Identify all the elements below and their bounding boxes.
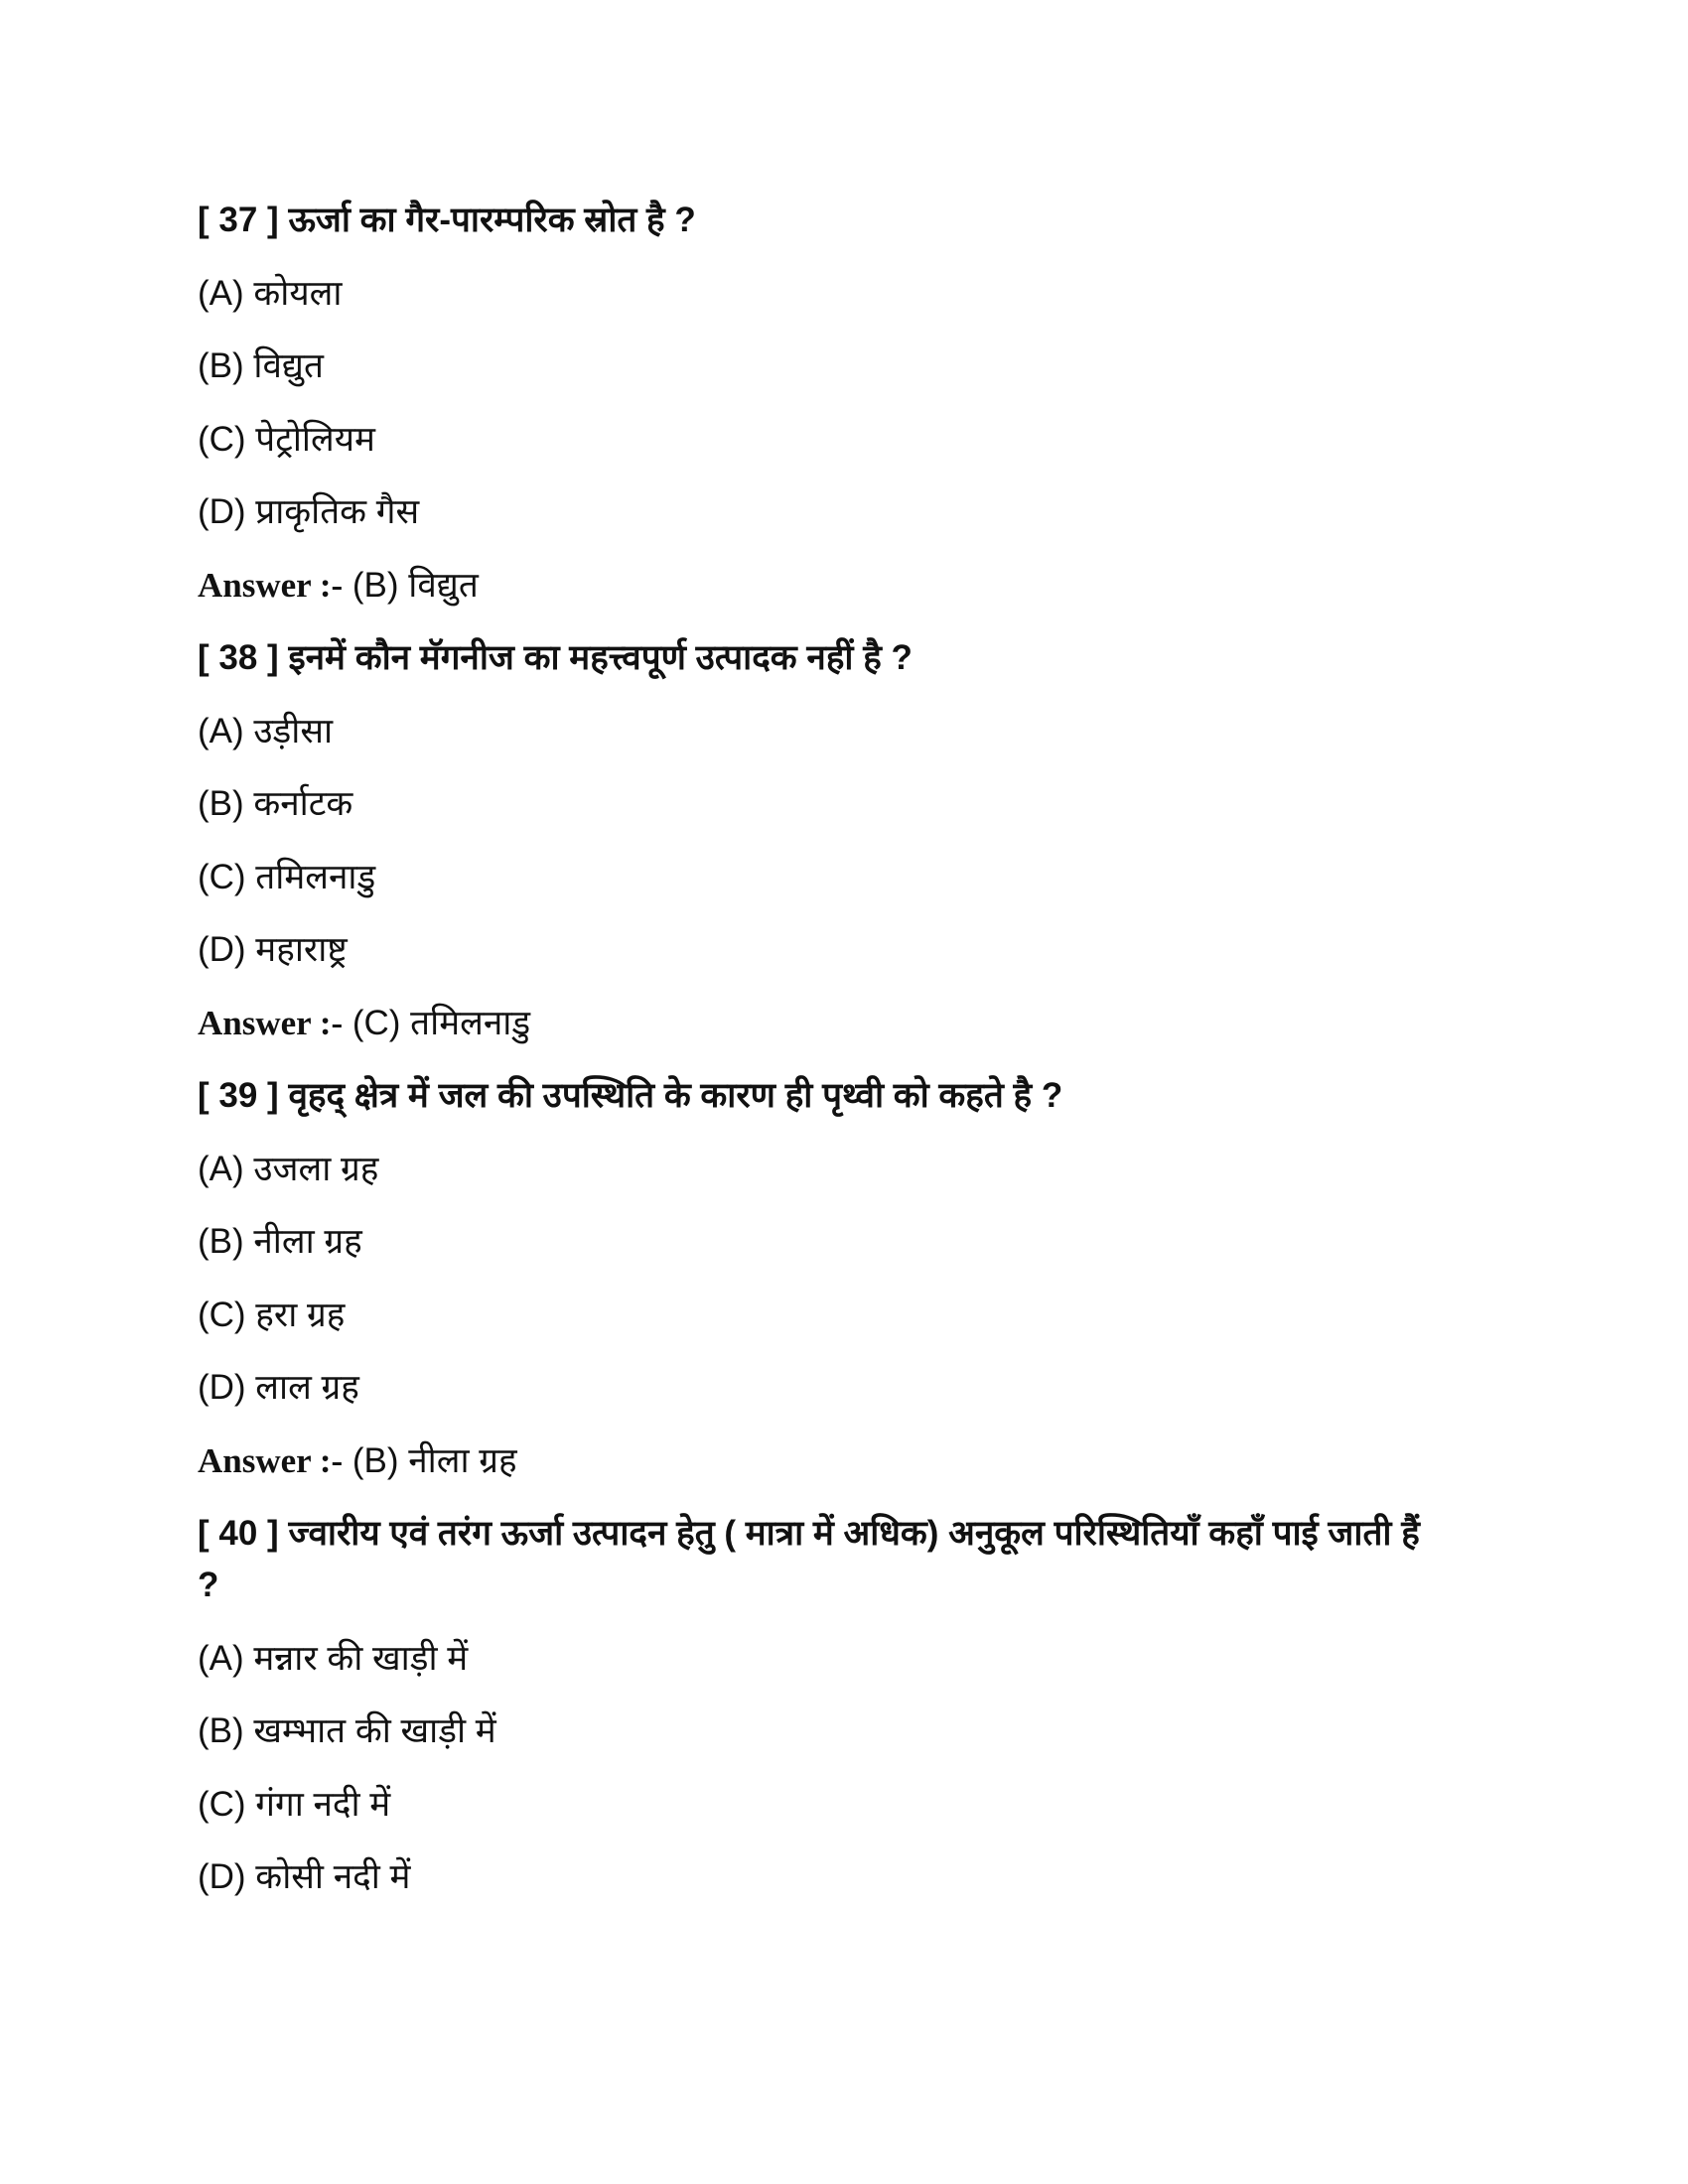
answer-39 (198, 1435, 1488, 1487)
question-text: वृहद् क्षेत्र में जल की उपस्थिति के कारण ही पृथ्वी को कहते है ? (288, 1076, 1063, 1115)
option-c: (C) पेट्रोलियम (198, 419, 375, 459)
option-c: (C) गंगा नदी में (198, 1784, 391, 1824)
question-text: ऊर्जा का गैर-पारम्परिक स्रोत है ? (288, 201, 696, 239)
question-number: [ 38 ] (198, 638, 279, 677)
option-d: (D) प्राकृतिक गैस (198, 492, 420, 531)
answer-label: Answer :- (198, 1003, 344, 1042)
answer-38 (198, 998, 1488, 1049)
answer-37 (198, 560, 1488, 612)
option-b: (B) नीला ग्रह (198, 1222, 362, 1261)
option-a: (A) उजला ग्रह (198, 1149, 379, 1188)
answer-value: (C) तमिलनाडु (352, 1003, 531, 1042)
question-38 (198, 632, 1488, 684)
question-number: [ 40 ] (198, 1514, 279, 1553)
option-c: (C) तमिलनाडु (198, 857, 376, 896)
option-b: (B) कर्नाटक (198, 784, 353, 823)
question-list (198, 195, 1488, 1925)
question-text: इनमें कौन मॅगनीज का महत्त्वपूर्ण उत्पादक नहीं है ? (288, 638, 913, 677)
answer-label: Answer :- (198, 565, 344, 605)
option-b: (B) खम्भात की खाड़ी में (198, 1711, 496, 1750)
option-c: (C) हरा ग्रह (198, 1295, 346, 1334)
question-text: ज्वारीय एवं तरंग ऊर्जा उत्पादन हेतु ( मात्रा में अधिक) अनुकूल परिस्थितियाँ कहाँ पाई जाती हैं ? (198, 1514, 1420, 1604)
option-b: (B) विद्युत (198, 346, 324, 385)
answer-label: Answer :- (198, 1440, 344, 1480)
option-d: (D) लाल ग्रह (198, 1368, 359, 1407)
question-39 (198, 1070, 1488, 1122)
answer-value: (B) नीला ग्रह (352, 1440, 517, 1480)
option-a: (A) उड़ीसा (198, 711, 334, 751)
question-37 (198, 195, 1488, 246)
question-40 (198, 1508, 1429, 1611)
question-number: [ 39 ] (198, 1076, 279, 1115)
question-number: [ 37 ] (198, 201, 279, 239)
option-d: (D) महाराष्ट्र (198, 930, 348, 969)
answer-value: (B) विद्युत (352, 565, 479, 605)
option-a: (A) मन्नार की खाड़ी में (198, 1638, 469, 1678)
option-d: (D) कोसी नदी में (198, 1857, 411, 1896)
option-a: (A) कोयला (198, 273, 343, 313)
